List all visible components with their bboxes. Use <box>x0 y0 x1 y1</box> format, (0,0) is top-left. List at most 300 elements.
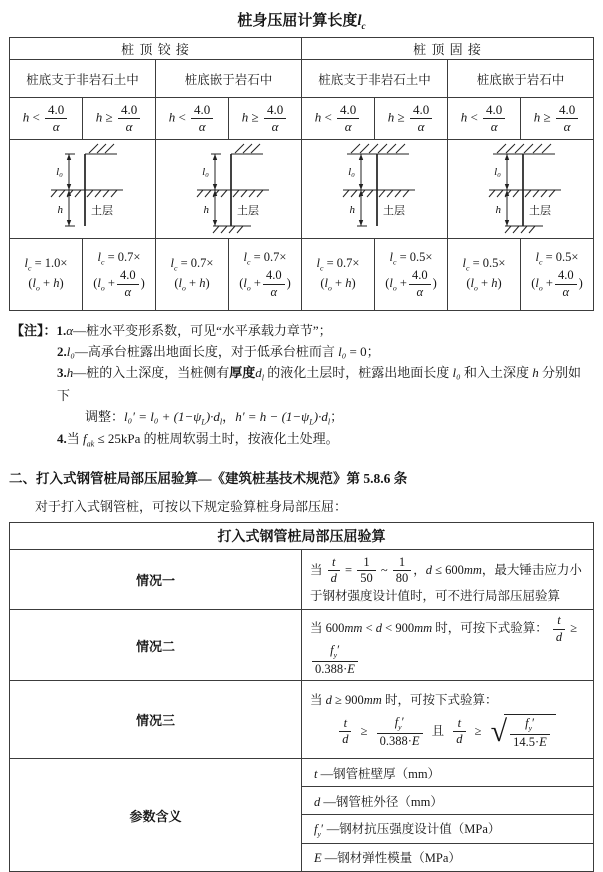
frac-den: α <box>270 284 278 299</box>
dimension-h <box>65 190 75 226</box>
math-var: l <box>32 275 37 290</box>
math-var: l <box>97 275 101 290</box>
page-title <box>9 9 594 32</box>
formula: h′ = h − (1−ψ <box>235 408 310 424</box>
math-op: + <box>43 275 51 290</box>
text-run: 当 <box>310 693 326 708</box>
fraction <box>410 103 432 134</box>
diagram-cell <box>156 140 302 239</box>
frac-den: 80 <box>395 571 409 586</box>
ground-hatch <box>489 190 561 197</box>
text-run: —高承台桩露出地面长度，对于低承台桩而言 <box>74 344 339 360</box>
formula-cell <box>448 239 521 311</box>
math-op: + <box>253 275 261 290</box>
radical-sign: √ <box>490 715 508 749</box>
frac-num: 4.0 <box>45 103 67 119</box>
l0-label: l₀ <box>201 166 209 178</box>
math-var: l <box>462 256 467 271</box>
math-var: h <box>460 109 468 125</box>
dimension-l0 <box>65 154 75 190</box>
fraction <box>483 103 505 134</box>
text-run: 0.388· <box>315 661 348 676</box>
frac-num: 4.0 <box>483 103 505 119</box>
math-sub: o <box>474 283 478 292</box>
math-op: < <box>178 109 186 125</box>
text-run: —桩的入土深度，当桩侧有 <box>73 365 230 381</box>
note-number: 2. <box>57 344 67 360</box>
formula <box>85 250 153 267</box>
unit: mm <box>414 620 433 635</box>
math-var: f <box>394 714 399 729</box>
note-number: 1. <box>56 323 67 338</box>
unit: mm <box>363 693 382 708</box>
frac-den <box>510 735 550 750</box>
math-var: h <box>22 109 30 125</box>
param-row-E <box>302 843 594 871</box>
row-label-params: 参数含义 <box>10 759 302 872</box>
coefficient: = 1.0× <box>34 256 68 271</box>
paren: ( <box>466 275 471 290</box>
fraction <box>393 556 412 586</box>
pile-diagram-fixed-soil <box>307 140 443 234</box>
math-sub: o <box>246 283 251 293</box>
unit: mm <box>344 620 363 635</box>
math-sub: o <box>328 283 332 292</box>
condition-cell <box>229 98 302 140</box>
l0-label: l₀ <box>347 166 355 178</box>
pile-diagram-hinged-rock <box>161 140 297 234</box>
math-sub: c <box>28 263 32 273</box>
soil-label: 土层 <box>236 205 259 217</box>
formula <box>450 276 518 293</box>
text-run: < 900 <box>382 620 415 635</box>
math-var: l <box>178 275 183 290</box>
param-row-t <box>302 759 594 787</box>
row-label-case3: 情况三 <box>10 681 302 759</box>
fraction <box>117 269 139 299</box>
frac-den <box>312 662 358 677</box>
math-var: l <box>470 275 475 290</box>
math-sub: L <box>309 417 314 427</box>
soil-label: 土层 <box>528 205 551 217</box>
text-run: ， <box>222 408 236 424</box>
math-var: l₀ <box>66 344 75 360</box>
condition-cell <box>302 98 375 140</box>
text-run: 的液化土层时，桩露出地面长度 <box>264 365 453 381</box>
paren: ( <box>174 275 179 290</box>
fraction <box>555 269 577 299</box>
diagram-cell <box>302 140 448 239</box>
math-var: h <box>199 275 206 290</box>
frac-num: 4.0 <box>118 103 140 119</box>
dimension-l0 <box>504 154 508 190</box>
paren: ( <box>28 275 33 290</box>
case3-content <box>302 681 594 759</box>
formula <box>377 250 445 267</box>
math-op: < <box>362 620 376 635</box>
math-op: + <box>189 275 197 290</box>
diagram-cell <box>448 140 594 239</box>
h-label: h <box>203 204 209 216</box>
frac-num: 4.0 <box>263 269 285 285</box>
formula: )·d <box>205 408 220 424</box>
math-var: t <box>314 766 318 781</box>
math-var: h <box>533 109 541 125</box>
math-op: + <box>335 275 343 290</box>
formula <box>158 276 226 293</box>
frac-num: t <box>328 556 340 572</box>
fraction <box>556 103 578 134</box>
fraction <box>553 614 565 644</box>
math-var: h <box>345 275 352 290</box>
math-sub: c <box>393 257 397 267</box>
square-root <box>491 714 556 749</box>
formula <box>12 256 80 273</box>
frac-num: 4.0 <box>117 269 139 285</box>
subheader-soil-1: 桩底支于非岩石土中 <box>10 60 156 98</box>
notes-label: 【注】： <box>11 323 57 338</box>
math-sub: y <box>317 829 321 839</box>
section-heading: 二、打入式钢管桩局部压屈验算—《建筑桩基技术规范》第 5.8.6 条 <box>9 471 408 487</box>
frac-num: 4.0 <box>555 269 577 285</box>
soil-label: 土层 <box>382 205 405 217</box>
fraction <box>45 103 67 134</box>
math-var: l <box>535 275 539 290</box>
math-sub: c <box>247 257 251 267</box>
frac-den: α <box>344 119 352 134</box>
math-var: f <box>314 822 318 837</box>
math-var: h <box>66 365 74 381</box>
local-buckling-table <box>9 522 594 872</box>
math-sub: c <box>539 257 543 267</box>
math-var: l <box>243 275 247 290</box>
table2-title: 打入式钢管桩局部压屈验算 <box>10 523 594 550</box>
math-var: h <box>53 275 60 290</box>
radicand <box>504 714 556 749</box>
paren: ) <box>59 275 64 290</box>
cap-hatch-fixed <box>347 144 409 154</box>
text-run: 分别如下 <box>57 365 581 403</box>
case3-condition <box>310 690 585 708</box>
paren: ( <box>385 275 390 290</box>
formula <box>231 269 299 299</box>
note-2 <box>11 341 592 362</box>
math-var: h <box>95 109 103 125</box>
formula-cell <box>83 239 156 311</box>
math-var: l <box>243 249 248 264</box>
paren: ) <box>497 275 502 290</box>
math-var: E <box>347 661 355 676</box>
math-sub: y <box>528 723 533 733</box>
frac-num: t <box>339 717 351 733</box>
fraction <box>337 103 359 134</box>
math-var: E <box>539 735 547 750</box>
text-run: 当 600 <box>310 620 345 635</box>
math-var: l <box>535 249 540 264</box>
math-op: ≥ <box>543 109 551 125</box>
math-var: l <box>170 256 175 271</box>
case2-content <box>302 610 594 681</box>
prime-mark: ′ <box>532 716 535 731</box>
fraction <box>328 556 340 586</box>
math-var: h <box>241 109 249 125</box>
frac-den: α <box>271 119 279 134</box>
math-var: d <box>375 620 383 635</box>
text-run: —钢管桩外径（mm） <box>320 794 443 809</box>
text-run: ≤ 600 <box>431 562 464 577</box>
text-run: —桩水平变形系数，可见“水平承载力章节”； <box>73 323 332 338</box>
param-row-fy <box>302 815 594 844</box>
formula-cell <box>10 239 83 311</box>
formula <box>231 250 299 267</box>
text-run: —钢材抗压强度设计值（MPa） <box>323 822 501 837</box>
fraction <box>263 269 285 299</box>
ground-hatch <box>51 190 123 197</box>
math-sub: c <box>466 263 470 273</box>
coefficient: = 0.7× <box>180 256 214 271</box>
math-var: l <box>357 13 362 29</box>
frac-den: α <box>563 119 571 134</box>
row-label-case2: 情况二 <box>10 610 302 681</box>
paren: ) <box>286 275 291 290</box>
condition-cell <box>448 98 521 140</box>
l0-label: l₀ <box>55 166 63 178</box>
subheader-rock-2: 桩底嵌于岩石中 <box>448 60 594 98</box>
frac-num: 4.0 <box>264 103 286 119</box>
math-op: ≥ <box>105 109 113 125</box>
subheader-soil-2: 桩底支于非岩石土中 <box>302 60 448 98</box>
math-var: h <box>314 109 322 125</box>
math-var: l₀ <box>338 344 347 360</box>
coefficient: = 0.7× <box>253 249 287 264</box>
fraction <box>377 716 423 748</box>
condition-cell <box>521 98 594 140</box>
diagram-cell <box>10 140 156 239</box>
h-label: h <box>57 204 63 216</box>
math-sub: y <box>333 650 338 660</box>
formula <box>85 269 153 299</box>
fraction <box>312 644 358 676</box>
math-var: d <box>255 365 262 381</box>
fraction <box>264 103 286 134</box>
formula-cell <box>302 239 375 311</box>
paren: ) <box>140 275 145 290</box>
math-var: h <box>168 109 176 125</box>
frac-num <box>377 716 423 734</box>
rock-hatch <box>505 226 543 233</box>
fraction <box>339 717 351 747</box>
dimension-h <box>357 190 367 226</box>
text-run: ； <box>330 408 344 424</box>
math-var: l <box>324 275 329 290</box>
frac-den: α <box>416 284 424 299</box>
condition-cell <box>83 98 156 140</box>
frac-den: α <box>125 119 133 134</box>
note-number: 4. <box>57 431 67 447</box>
notes-block <box>11 320 592 451</box>
row-label-case1: 情况一 <box>10 550 302 610</box>
frac-num: 4.0 <box>410 103 432 119</box>
frac-num: t <box>553 614 565 630</box>
fraction <box>357 556 376 586</box>
math-var: l₀ <box>452 365 461 381</box>
math-sub: l <box>219 417 223 427</box>
text-run: ≤ 25kPa 的桩周软弱土时，按液化土处理。 <box>94 431 339 447</box>
subheader-rock-1: 桩底嵌于岩石中 <box>156 60 302 98</box>
header-pile-top-hinged: 桩 顶 铰 接 <box>10 38 302 60</box>
math-op: + <box>107 275 115 290</box>
l0-label: l₀ <box>493 166 501 178</box>
frac-den: 50 <box>360 571 373 586</box>
math-sub: o <box>538 283 543 293</box>
math-sub: o <box>100 283 105 293</box>
note-4 <box>11 428 592 451</box>
condition-cell <box>10 98 83 140</box>
formula: )·d <box>313 408 328 424</box>
frac-den: α <box>52 119 60 134</box>
condition-cell <box>375 98 448 140</box>
pile-diagram-hinged-soil <box>15 140 151 234</box>
frac-den <box>377 734 423 749</box>
math-sub: y <box>398 722 402 732</box>
cap-hatch <box>85 144 117 154</box>
text-run: 调整： <box>85 408 125 424</box>
header-pile-top-fixed: 桩 顶 固 接 <box>302 38 594 60</box>
math-sub: o <box>182 283 186 292</box>
paren: ( <box>93 275 98 290</box>
formula <box>523 269 591 299</box>
math-op: + <box>481 275 489 290</box>
section-intro: 对于打入式钢管桩，可按以下规定验算桩身局部压屈： <box>35 499 348 515</box>
math-sub: c <box>101 257 105 267</box>
frac-den: α <box>490 119 498 134</box>
math-var: d <box>314 794 321 809</box>
math-var: h <box>532 365 539 381</box>
paren: ) <box>432 275 437 290</box>
text-run: 时，可按下式验算： <box>381 693 498 708</box>
text-run: ，最大锤击应力小于钢材强度设计值时，可不进行局部压屈验算 <box>310 562 582 603</box>
coefficient: = 0.5× <box>545 249 579 264</box>
paren: ) <box>205 275 210 290</box>
bold-text: 厚度 <box>229 365 256 381</box>
math-var: l <box>24 256 29 271</box>
formula <box>450 256 518 273</box>
math-var: l <box>97 249 102 264</box>
formula <box>12 276 80 293</box>
text-run: 和入土深度 <box>460 365 533 381</box>
math-var: h <box>387 109 395 125</box>
text-run: ， <box>413 562 426 577</box>
math-op: ≥ <box>397 109 405 125</box>
formula <box>158 256 226 273</box>
dimension-l0 <box>211 154 221 190</box>
paren: ( <box>531 275 536 290</box>
paren: ) <box>351 275 356 290</box>
ground-hatch <box>197 190 269 197</box>
title-text: 桩身压屈计算长度 <box>237 13 358 29</box>
math-sub: o <box>392 283 397 293</box>
math-var: f <box>83 431 87 447</box>
math-sub: c <box>361 22 366 32</box>
math-var: l <box>389 249 394 264</box>
frac-den: d <box>555 629 563 644</box>
math-var: l <box>316 256 321 271</box>
dimension-h <box>504 190 508 226</box>
math-op: ≥ <box>570 620 578 635</box>
math-var: h <box>491 275 498 290</box>
frac-den: α <box>124 284 132 299</box>
math-op: ≥ <box>251 109 259 125</box>
case1-content <box>302 550 594 610</box>
formula <box>523 250 591 267</box>
cap-hatch-fixed <box>493 144 555 154</box>
math-var: l <box>389 275 393 290</box>
math-var: d <box>425 562 432 577</box>
text-run: 0.388· <box>379 733 412 748</box>
prime-mark: ′ <box>320 822 324 837</box>
param-row-d <box>302 787 594 815</box>
math-sub: l <box>327 417 331 427</box>
buckling-length-table <box>9 37 594 311</box>
coefficient: = 0.5× <box>472 256 506 271</box>
text-run: 14.5· <box>513 735 540 750</box>
formula <box>377 269 445 299</box>
frac-den: α <box>562 284 570 299</box>
formula-cell <box>229 239 302 311</box>
text-run: —钢材弹性模量（MPa） <box>321 851 461 866</box>
paren: ( <box>239 275 244 290</box>
frac-den: α <box>417 119 425 134</box>
math-op: ≥ <box>360 723 368 738</box>
h-label: h <box>349 204 355 216</box>
note-1 <box>11 320 592 341</box>
note-3 <box>11 362 592 406</box>
math-sub: c <box>174 263 178 273</box>
frac-den: α <box>198 119 206 134</box>
fraction <box>510 717 550 749</box>
fraction <box>118 103 140 134</box>
paren: ) <box>578 275 583 290</box>
fraction <box>453 717 465 747</box>
math-op: + <box>545 275 553 290</box>
pile-diagram-fixed-rock <box>453 140 589 234</box>
math-sub: o <box>36 283 40 292</box>
prime-mark: ′ <box>337 643 340 658</box>
frac-num: 4.0 <box>556 103 578 119</box>
dimension-l0 <box>358 154 362 190</box>
text-run: = 0； <box>346 344 380 360</box>
math-op: + <box>399 275 407 290</box>
case3-formula <box>310 714 585 749</box>
fraction <box>409 269 431 299</box>
math-op: < <box>470 109 478 125</box>
math-var: E <box>411 733 420 748</box>
math-var: f <box>525 716 529 731</box>
text-run: 且 <box>431 723 445 738</box>
frac-den: d <box>342 732 349 747</box>
frac-num: 1 <box>393 556 412 572</box>
math-sub: l <box>261 373 265 383</box>
soil-label: 土层 <box>90 205 113 217</box>
text-run: 当 <box>310 562 323 577</box>
frac-num: 4.0 <box>409 269 431 285</box>
condition-cell <box>156 98 229 140</box>
dimension-h <box>212 190 216 226</box>
math-op: ~ <box>380 562 388 577</box>
paren: ( <box>320 275 325 290</box>
formula <box>304 256 372 273</box>
ground-hatch <box>343 190 415 197</box>
